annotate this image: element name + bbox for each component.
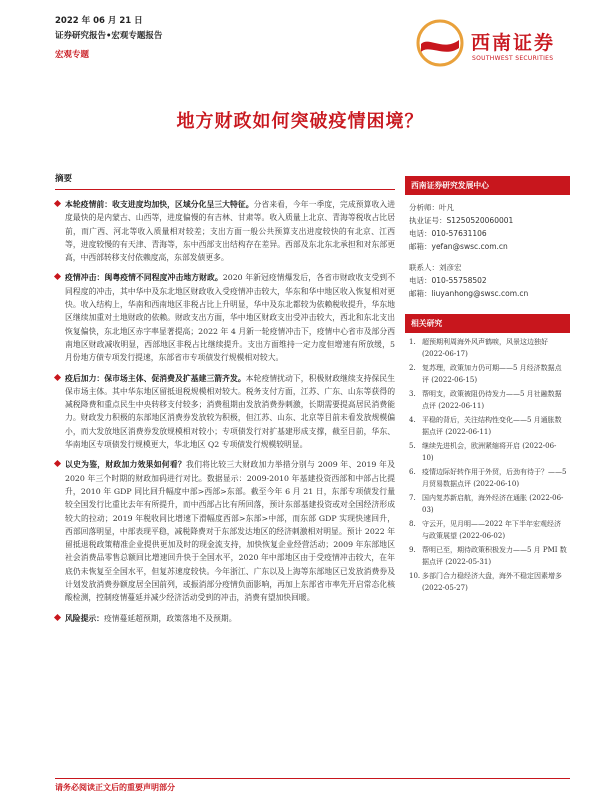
analyst-info — [405, 195, 570, 300]
abstract-section — [55, 172, 395, 625]
risk-text: 疫情蔓延超预期，政策落地不及预期。 — [103, 613, 237, 623]
analyst-email[interactable]: 邮箱：yefan@swsc.com.cn — [409, 242, 508, 251]
logo-text-cn: 西南证券 — [471, 32, 556, 54]
related-item[interactable]: 1. 超预期利周海外风声鹤唳，风景这边独好 (2022-06-17) — [409, 338, 548, 358]
abstract-paragraph — [55, 198, 395, 264]
related-item[interactable]: 3. 帮明支，政策被阻仍待发力——5 月社融数据点评 (2022-06-11) — [409, 390, 562, 410]
risk-lead: 风险提示： — [65, 613, 104, 623]
paragraph-text: 分省来看，今年一季度，完成预算收入进度最快的是内蒙古、山西等，进度偏慢的有吉林、甘肃等。收入质量上北京、青海等税收占比居前，而广西、河北等收入质量相对较差；支出方面一般公共预算支出进度较快的有北京、江西等，进度较慢的有天津、青海等，东中西部支出结构存在差异。西部及东北东北承担和对东部更高，中西部转移支付依赖度高，东部发债更多。 — [65, 200, 396, 263]
related-item[interactable]: 9. 帮明已至，期待政策积极发力——5 月 PMI 数据点评 (2022-05-31) — [409, 546, 567, 566]
diamond-bullet-icon — [54, 460, 61, 467]
related-item[interactable]: 2. 复苏理，政策加力仍可期——5 月经济数据点评 (2022-06-15) — [409, 364, 562, 384]
related-item[interactable]: 8. 守云开，见月明——2022 年下半年宏观经济与政策展望 (2022-06-02) — [409, 520, 562, 540]
logo-text-en: SOUTHWEST SECURITIES — [472, 55, 554, 62]
diamond-bullet-icon — [54, 374, 61, 381]
related-item[interactable]: 10. 多部门合力稳经济大盘，海外不稳定因素增多 (2022-05-27) — [409, 572, 562, 592]
abstract-paragraph — [55, 271, 395, 364]
diamond-bullet-icon — [54, 273, 61, 280]
report-topic: 宏观专题 — [55, 50, 90, 60]
paragraph-lead: 疫情冲击：闽粤疫情不同程度冲击地方财政。 — [65, 273, 223, 283]
license-number: 执业证号：S1250520060001 — [409, 216, 514, 225]
contact-name: 联系人：刘彦宏 — [409, 263, 462, 272]
diamond-bullet-icon — [54, 200, 61, 207]
research-center-title: 西南证券研究发展中心 — [405, 176, 570, 195]
paragraph-text: 我们将比较三大财政加力举措分别与 2009 年、2019 年及 2020 年三个时期的财政加码进行对比。数据显示：2009-2010 年基建投资西部和中部占比提升，2010 年 GDP 同比回升幅度中部>西部>东部。截至今年 6 月 21 日，东部专项债发行量较全国发行比重比去年有所提升，而中西部占比有所回落，预计东部基建投资或对全国经济形成较大的拉动；2019 年税收同比增速下滑幅度西部>东部>中部，而东部 GDP 实现快速回升，西部回落明显，中部表现平稳，减税降费对于东部发达地区的经济刺激相对明显。预计 2022 年留抵退税政策精准企业提供更加及时的现金流支持，加快恢复企业经营活动；2009 年东部地区社会消费品零售总额回比增速回升快于全国水平，2020 年中部地区由于受疫情冲击较大，在年底仍未恢复至全国水平，但复苏速度较快。今年浙江、广东以及上海等东部地区已发放消费券及计划发放消费券额度居全国前列，或振消部分疫情负面影响，再加上东部省市率先开启常态化核酸检测，控制疫情蔓延并减少经济活动受到的冲击，消费有望加快回暖。 — [65, 460, 395, 603]
abstract-paragraph — [55, 458, 395, 604]
contact-email[interactable]: 邮箱：liuyanhong@swsc.com.cn — [409, 289, 529, 298]
related-item[interactable]: 4. 平稳的背后，关注结构性变化——5 月通胀数据点评 (2022-06-11) — [409, 416, 562, 436]
diamond-bullet-icon — [54, 614, 61, 621]
report-date: 2022 年 06 月 21 日 — [55, 16, 143, 26]
report-series: 证券研究报告•宏观专题报告 — [55, 31, 163, 41]
related-item[interactable]: 6. 疫情边际好转作用于外贸，后劲有待于？——5 月贸易数据点评 (2022-06-10) — [409, 468, 567, 488]
logo-emblem-icon — [415, 18, 465, 68]
related-item[interactable]: 5. 继续先进机会，欧洲紧缩将开启 (2022-06-10) — [409, 442, 557, 462]
footer-disclaimer: 请务必阅读正文后的重要声明部分 — [55, 782, 175, 792]
related-item[interactable]: 7. 国内复苏新启航，海外经济在通胀 (2022-06-03) — [409, 494, 564, 514]
paragraph-lead: 疫后加力：保市场主体、促消费及扩基建三箭齐发。 — [65, 373, 246, 383]
analyst-name: 分析师：叶凡 — [409, 203, 454, 212]
risk-warning — [55, 612, 395, 625]
footer-divider — [55, 778, 570, 779]
paragraph-text: 2020 年新冠疫情爆发后，各省市财政收支受到不同程度的冲击，其中华中及东北地区财政收入受疫情冲击较大，华东和华中地区收入恢复相对更快。收入结构上，华南和西南地区非税占比上升明显，华中及东北都较为依赖税收提升，华东地区继续加重对土地财政的依赖。财政支出方面，华中地区财政支出受冲击较大，西北和东北支出恢复偏快，东北地区赤字率显著提高；2022 年 4 月新一轮疫情冲击下，疫情中心省市及部分西南地区财政减收明显，西部地区非税占比继续提升。支出方面维持一定力度但增速有所放缓，5 月份地方债专项发行提速，东部省市专项债发行规模相对较大。 — [65, 273, 395, 363]
company-logo — [415, 16, 565, 76]
report-title: 地方财政如何突破疫情困境？ — [176, 111, 424, 132]
contact-phone: 电话：010-55758502 — [409, 276, 487, 285]
related-research-list — [405, 333, 570, 594]
abstract-paragraph — [55, 372, 395, 452]
paragraph-lead: 以史为鉴，财政加力效果如何看？ — [65, 460, 186, 470]
sidebar — [405, 176, 570, 597]
report-header — [55, 14, 565, 84]
analyst-phone: 电话：010-57631106 — [409, 229, 487, 238]
abstract-label: 摘要 — [55, 172, 395, 190]
paragraph-text: 本轮疫情扰动下，积极财政继续支持保民生保市场主体。其中华东地区留抵退税规模相对较大。税务支付方面，江苏、广东、山东等获得的减税降费和重点民生中央转移支付较多；消费租期由发放消费券刺激，长期需要提高居民消费能力。财政发力积极的东部地区消费券发放较为积极，但江苏、山东、北京等目前未看发放规模偏小，而大发放地区消费券发放规模相对较小；专项债发行对扩基建形成支撑，截至目前，华东、华南地区专项债发行规模更大，华北地区 Q2 专项债发行规模较明显。 — [65, 373, 395, 450]
paragraph-lead: 本轮疫情前：收支进度均加快，区域分化呈三大特征。 — [65, 200, 254, 209]
related-research-title: 相关研究 — [405, 314, 570, 333]
